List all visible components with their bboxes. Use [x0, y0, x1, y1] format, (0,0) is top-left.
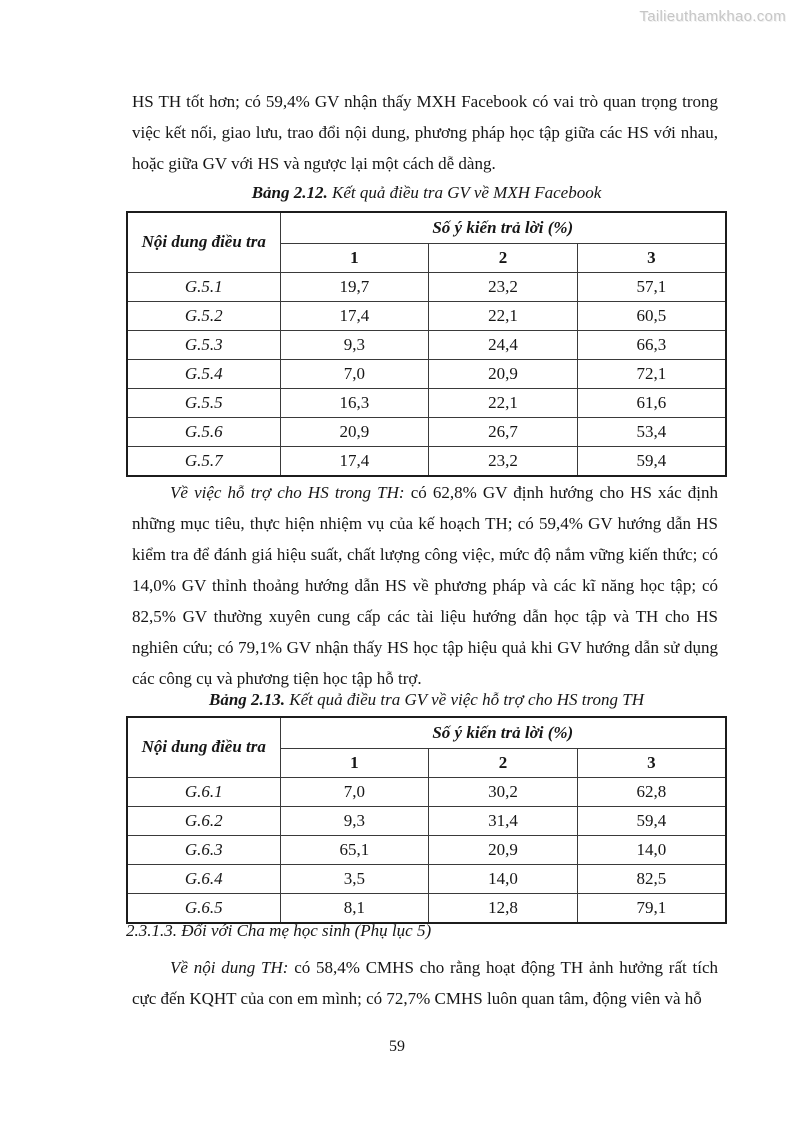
- subheader-3: 3: [577, 748, 726, 777]
- cell-value: 60,5: [577, 301, 726, 330]
- cell-value: 17,4: [280, 446, 429, 476]
- watermark-text: Tailieuthamkhao.com: [639, 8, 786, 25]
- cell-value: 20,9: [280, 417, 429, 446]
- cell-value: 20,9: [429, 359, 578, 388]
- table-row: [127, 388, 726, 417]
- row-label: G.5.2: [127, 301, 280, 330]
- table-2-12-body: [127, 272, 726, 476]
- cell-value: 22,1: [429, 301, 578, 330]
- table-row: [127, 777, 726, 806]
- row-label: G.5.5: [127, 388, 280, 417]
- section-heading-2-3-1-3: 2.3.1.3. Đối với Cha mẹ học sinh (Phụ lục 5): [126, 921, 432, 940]
- cell-value: 62,8: [577, 777, 726, 806]
- caption-label: Bảng 2.13.: [209, 690, 286, 709]
- paragraph-lead: Về nội dung TH:: [170, 958, 289, 977]
- table-2-12-caption: [126, 183, 727, 203]
- table-row: [127, 417, 726, 446]
- page-number: 59: [389, 1038, 405, 1055]
- caption-text: Kết quả điều tra GV về việc hỗ trợ cho HS trong TH: [285, 690, 644, 709]
- caption-label: Bảng 2.12.: [251, 183, 328, 202]
- cell-value: 9,3: [280, 806, 429, 835]
- row-label: G.6.3: [127, 835, 280, 864]
- cell-value: 26,7: [429, 417, 578, 446]
- cell-value: 8,1: [280, 893, 429, 923]
- table-row: [127, 272, 726, 301]
- cell-value: 9,3: [280, 330, 429, 359]
- column-header-noi-dung: Nội dung điều tra: [127, 212, 280, 272]
- table-2-13-header: [127, 717, 726, 777]
- paragraph-body: có 62,8% GV định hướng cho HS xác định những mục tiêu, thực hiện nhiệm vụ của kế hoạch TH; có 59,4% GV hướng dẫn HS kiểm tra để đánh giá hiệu suất, chất lượng công việc, mức độ nắm vững kiến thức; có 14,0% GV thỉnh thoảng hướng dẫn HS về phương pháp và các kĩ năng học tập; có 82,5% GV thường xuyên cung cấp các tài liệu hướng dẫn học tập và TH cho HS nghiên cứu; có 79,1% GV nhận thấy HS học tập hiệu quả khi GV hướng dẫn sử dụng các công cụ và phương tiện học tập hỗ trợ.: [132, 483, 718, 688]
- table-2-12: [126, 211, 727, 477]
- cell-value: 7,0: [280, 359, 429, 388]
- subheader-2: 2: [429, 243, 578, 272]
- paragraph-lead: Về việc hỗ trợ cho HS trong TH:: [170, 483, 405, 502]
- row-label: G.5.7: [127, 446, 280, 476]
- cell-value: 23,2: [429, 272, 578, 301]
- paragraph-ho-tro-hs: [132, 477, 718, 694]
- table-row: [127, 446, 726, 476]
- column-header-noi-dung: Nội dung điều tra: [127, 717, 280, 777]
- paragraph-facebook-role: HS TH tốt hơn; có 59,4% GV nhận thấy MXH Facebook có vai trò quan trọng trong việc kết nối, giao lưu, trao đổi nội dung, phương pháp học tập giữa các HS với nhau, hoặc giữa GV với HS và ngược lại một cách dễ dàng.: [132, 92, 718, 173]
- cell-value: 3,5: [280, 864, 429, 893]
- table-2-13-body: [127, 777, 726, 923]
- cell-value: 24,4: [429, 330, 578, 359]
- table-row: [127, 806, 726, 835]
- row-label: G.5.4: [127, 359, 280, 388]
- table-2-13: [126, 716, 727, 924]
- cell-value: 66,3: [577, 330, 726, 359]
- cell-value: 61,6: [577, 388, 726, 417]
- cell-value: 14,0: [577, 835, 726, 864]
- table-2-13-caption: [126, 690, 727, 710]
- cell-value: 16,3: [280, 388, 429, 417]
- group-header-so-y-kien: Số ý kiến trả lời (%): [280, 717, 726, 748]
- table-row: [127, 359, 726, 388]
- paragraph-body: có 58,4% CMHS cho rằng hoạt động TH ảnh hưởng rất tích cực đến KQHT của con em mình; có 72,7% CMHS luôn quan tâm, động viên và hỗ: [132, 958, 719, 1008]
- table-row: [127, 864, 726, 893]
- cell-value: 65,1: [280, 835, 429, 864]
- cell-value: 30,2: [429, 777, 578, 806]
- subheader-1: 1: [280, 748, 429, 777]
- subheader-3: 3: [577, 243, 726, 272]
- subheader-2: 2: [429, 748, 578, 777]
- row-label: G.5.6: [127, 417, 280, 446]
- table-row: [127, 330, 726, 359]
- table-row: [127, 893, 726, 923]
- cell-value: 12,8: [429, 893, 578, 923]
- row-label: G.6.5: [127, 893, 280, 923]
- row-label: G.6.4: [127, 864, 280, 893]
- table-row: [127, 835, 726, 864]
- cell-value: 72,1: [577, 359, 726, 388]
- cell-value: 57,1: [577, 272, 726, 301]
- table-2-12-header: [127, 212, 726, 272]
- paragraph-noi-dung-th: [132, 952, 718, 1014]
- row-label: G.5.1: [127, 272, 280, 301]
- cell-value: 31,4: [429, 806, 578, 835]
- cell-value: 23,2: [429, 446, 578, 476]
- cell-value: 22,1: [429, 388, 578, 417]
- cell-value: 82,5: [577, 864, 726, 893]
- cell-value: 7,0: [280, 777, 429, 806]
- cell-value: 19,7: [280, 272, 429, 301]
- subheader-1: 1: [280, 243, 429, 272]
- table-row: [127, 301, 726, 330]
- caption-text: Kết quả điều tra GV về MXH Facebook: [327, 183, 602, 202]
- cell-value: 20,9: [429, 835, 578, 864]
- row-label: G.6.2: [127, 806, 280, 835]
- cell-value: 14,0: [429, 864, 578, 893]
- cell-value: 79,1: [577, 893, 726, 923]
- group-header-so-y-kien: Số ý kiến trả lời (%): [280, 212, 726, 243]
- row-label: G.6.1: [127, 777, 280, 806]
- cell-value: 59,4: [577, 446, 726, 476]
- row-label: G.5.3: [127, 330, 280, 359]
- cell-value: 59,4: [577, 806, 726, 835]
- cell-value: 53,4: [577, 417, 726, 446]
- cell-value: 17,4: [280, 301, 429, 330]
